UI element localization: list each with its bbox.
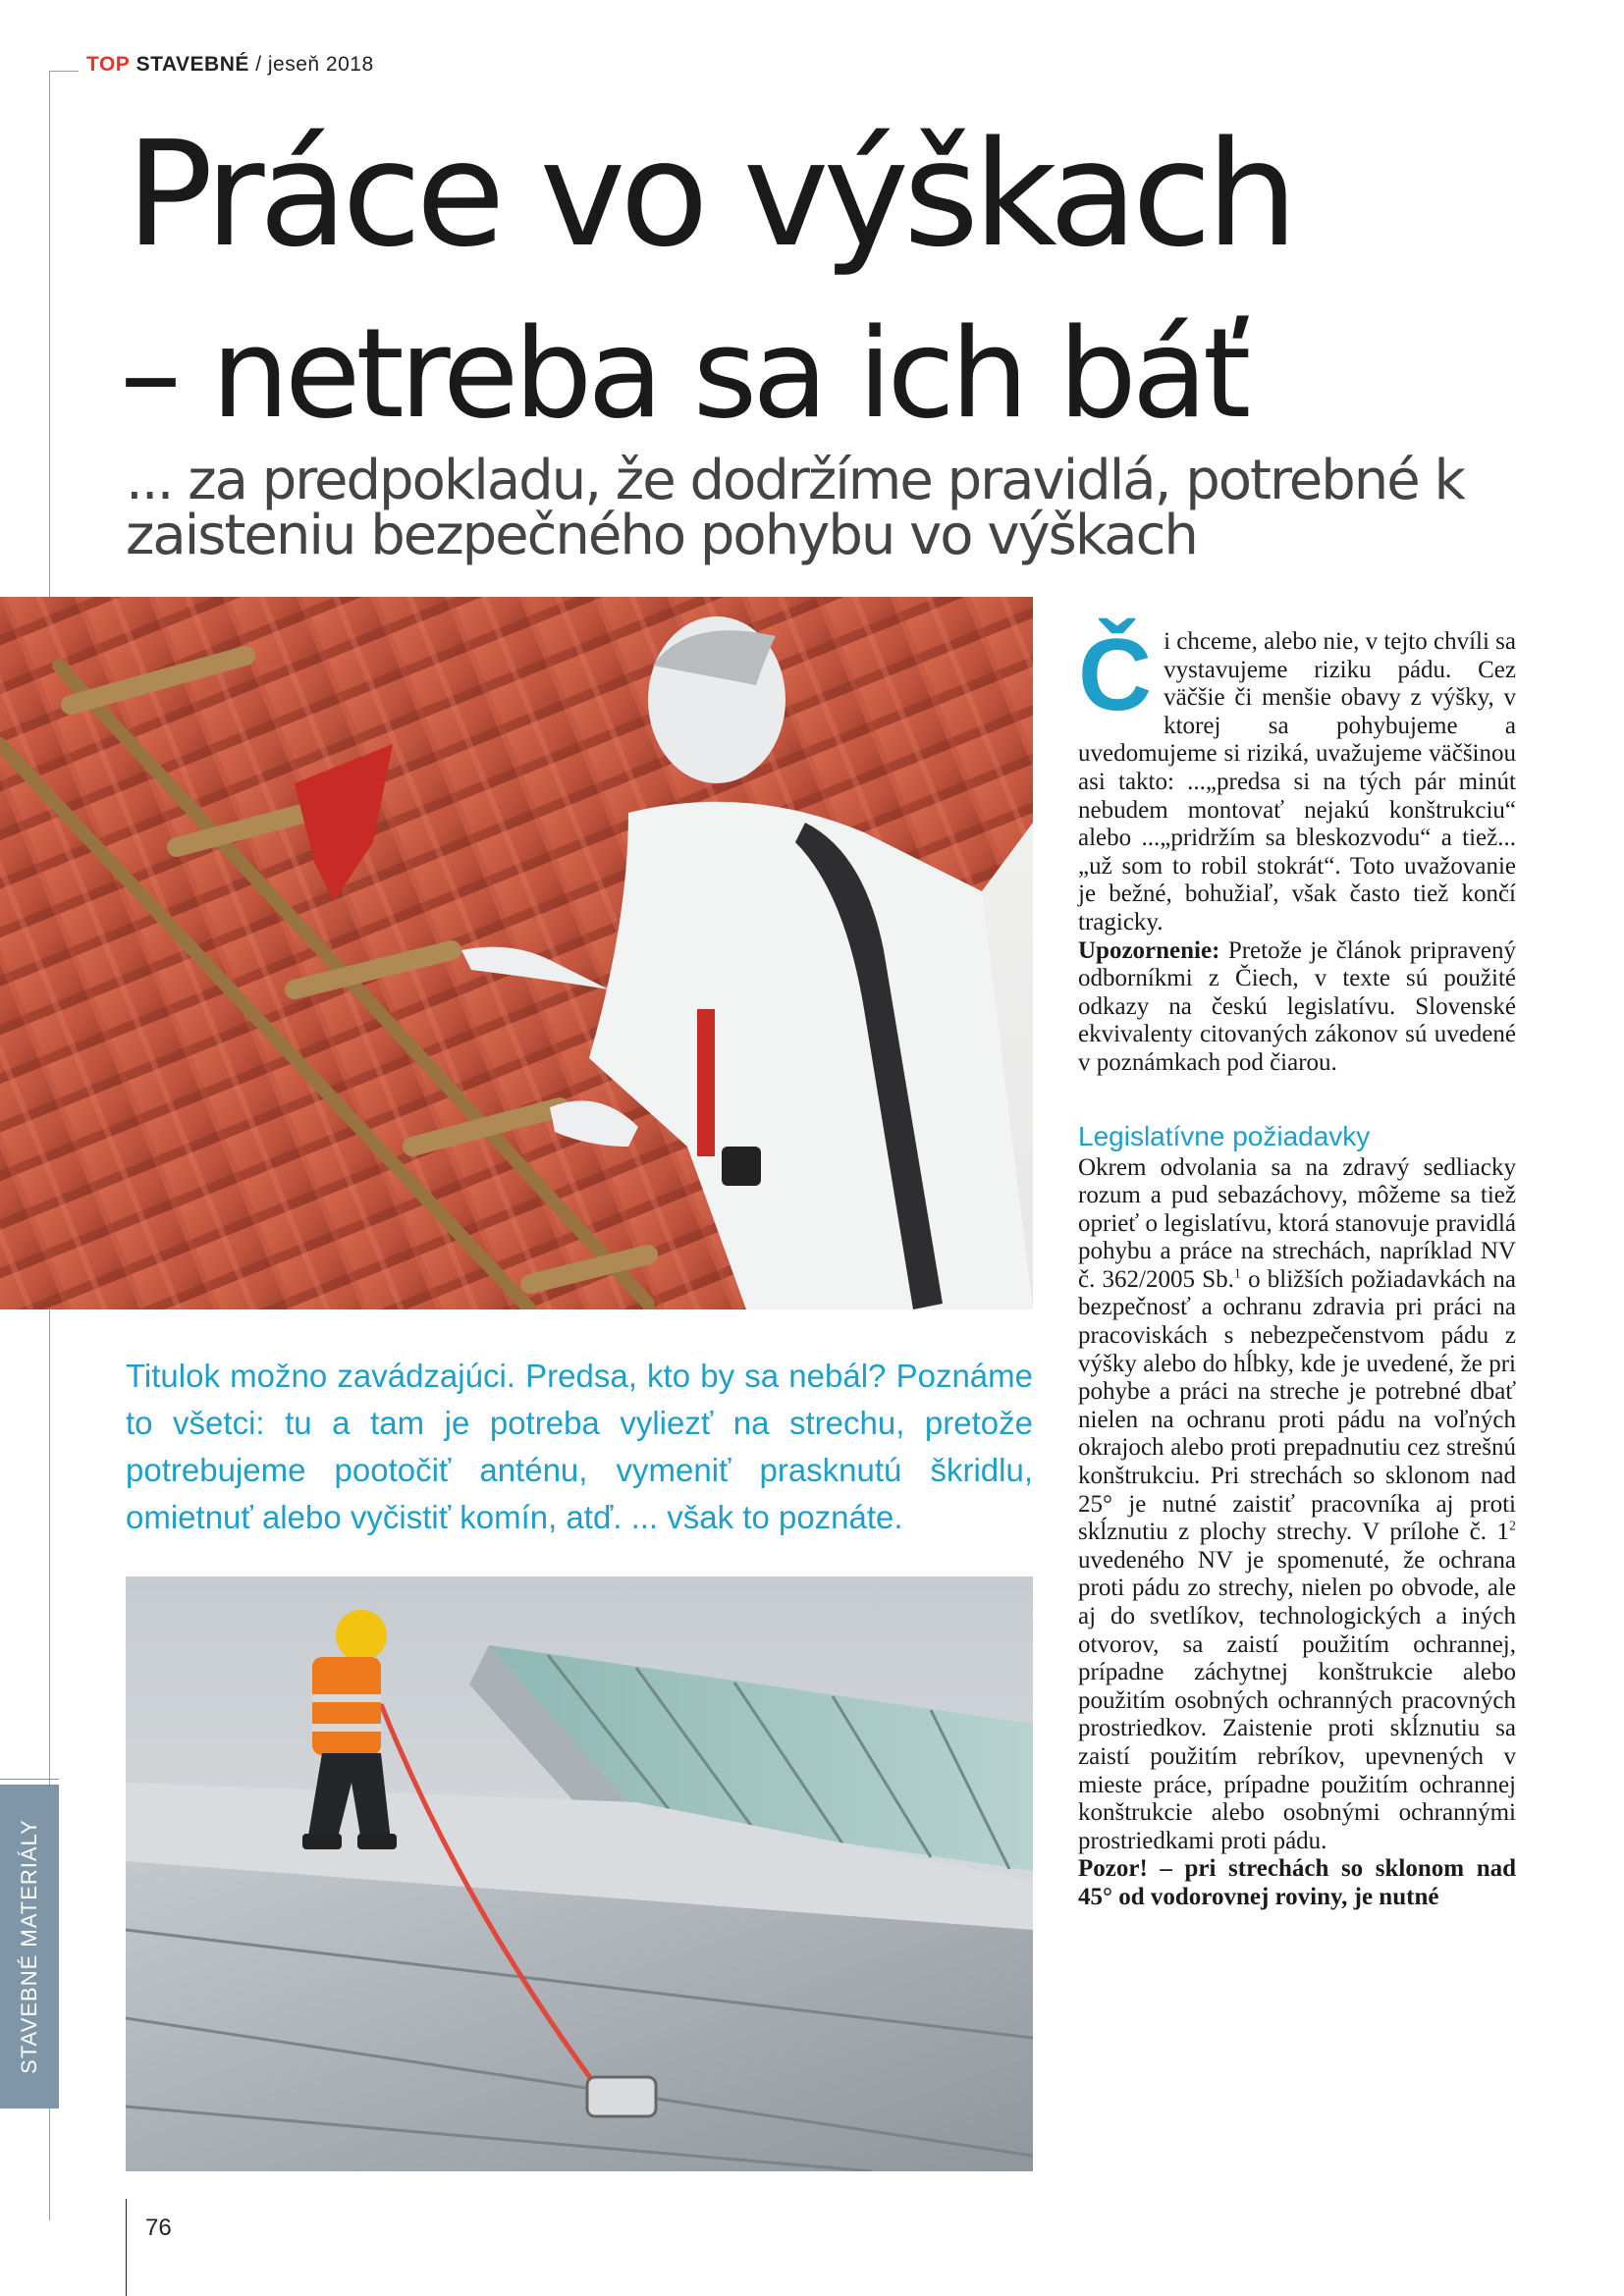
notice-label: Upozornenie: <box>1078 936 1220 964</box>
section-heading: Legislatívne požiadavky <box>1078 1120 1371 1151</box>
section-side-label: STAVEBNÉ MATERIÁLY <box>17 1819 41 2074</box>
article-title: Práce vo výškach <box>126 110 1293 279</box>
legislation-paragraph <box>1078 1154 1516 1856</box>
flat-roof-worker-photo <box>126 1576 1033 2171</box>
article-body <box>1078 618 1517 1912</box>
intro-text: i chceme, alebo nie, v tejto chvíli sa vystavujeme riziku pádu. Cez väčšie či menšie obavy z výšky, v ktorej sa pohybujeme a uvedomujeme si riziká, uvažujeme väčšinou asi takto: ...„predsa si na tých pár minút nebudem montovať nejakú konštrukciu“ alebo ...„pridržím sa bleskozvodu“ a tiež... „už som to robil stokrát“. Toto uvažovanie je bežné, bohužiaľ, však často tiež končí tragicky. <box>1078 628 1517 935</box>
footnote-ref-1: 1 <box>1233 1266 1241 1282</box>
notice-text: Pretože je článok pripravený odborníkmi z Čiech, v texte sú použité odkazy na českú legislatívu. Slovenské ekvivalenty citovaných zákonov sú uvedené v poznámkach pod čiarou. <box>1078 936 1516 1076</box>
drop-cap: Č <box>1078 618 1153 732</box>
warning-text: Pozor! – pri strechách so sklonom nad 45° od vodorovnej roviny, je nutné <box>1078 1855 1516 1910</box>
body-text-1: Okrem odvolania sa na zdravý sedliacky rozum a pud sebazáchovy, môžeme sa tiež oprieť o legislatívu, ktorá stanovuje pravidlá pohybu a práce na strechách, napríklad NV č. 362/2005 Sb. <box>1078 1153 1516 1293</box>
footnote-ref-2: 2 <box>1509 1519 1516 1534</box>
brand-section: STAVEBNÉ <box>135 53 249 76</box>
warning-paragraph <box>1078 1855 1516 1911</box>
intro-paragraph <box>1078 618 1517 937</box>
header-rule <box>49 71 79 72</box>
masthead <box>86 53 374 77</box>
footer-rule <box>126 2199 127 2296</box>
page-number: 76 <box>145 2215 172 2241</box>
issue-date: / jeseň 2018 <box>255 53 374 76</box>
article-subtitle: – netreba sa ich báť <box>120 301 1247 446</box>
article-lead: ... za predpokladu, že dodržíme pravidlá, potrebné k zaisteniu bezpečného pohybu vo výškach <box>126 449 1464 567</box>
body-text-3: uvedeného NV je spomenuté, že ochrana proti pádu zo strechy, nielen po obvode, ale aj do svetlíkov, technologických a iných otvorov, sa zaistí použitím ochrannej, prípadne záchytnej konštrukcie alebo použitím osobných ochranných pracovných prostriedkov. Zaistenie proti skĺznutiu sa zaistí použitím rebríkov, upevnených v mieste práce, prípadne použitím ochrannej konštrukcie alebo osobnými ochrannými prostriedkami proti pádu. <box>1078 1546 1516 1854</box>
photo-caption: Titulok možno zavádzajúci. Predsa, kto by sa nebál? Poznáme to všetci: tu a tam je potreba vyliezť na strechu, pretože potrebujeme pootočiť anténu, vymeniť prasknutú škridlu, omietnuť alebo vyčistiť komín, atď. ... však to poznáte. <box>126 1358 1033 1535</box>
brand-top: TOP <box>86 53 131 76</box>
side-tab-rule <box>0 1779 59 1780</box>
roof-ladder-photo <box>0 597 1033 1309</box>
body-text-2: o bližších požiadavkách na bezpečnosť a ochranu zdravia pri práci na pracoviskách s nebezpečenstvom pádu z výšky alebo do hĺbky, kde je uvedené, že pri pohybe a práci na streche je potrebné dbať nielen na ochranu proti pádu na voľných okrajoch alebo proti prepadnutiu cez strešnú konštrukciu. Pri strechách so sklonom nad 25° je nutné zaistiť pracovníka aj proti skĺznutiu z plochy strechy. V prílohe č. 1 <box>1078 1265 1516 1546</box>
notice-paragraph <box>1078 937 1516 1078</box>
